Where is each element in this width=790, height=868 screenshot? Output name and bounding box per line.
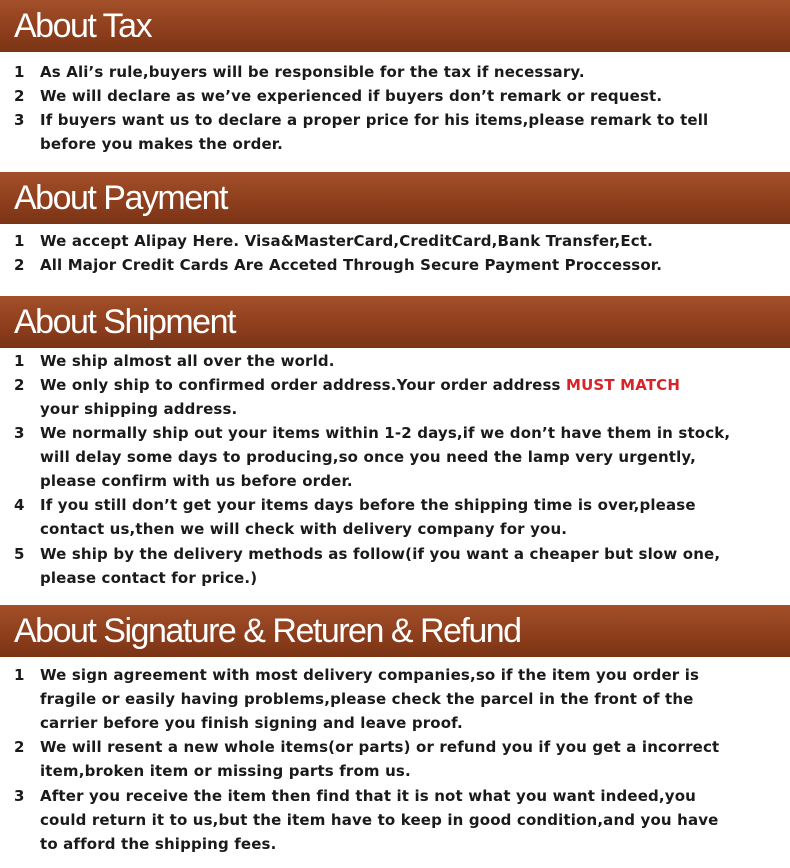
- list-item-tax-3: [14, 108, 708, 132]
- item-text: your shipping address.: [40, 400, 238, 418]
- list-item-shipment-4: [14, 493, 696, 517]
- list-item-shipment-2-cont: [14, 397, 237, 421]
- list-item-shipment-4-cont: [14, 517, 567, 541]
- list-item-refund-2-cont: [14, 759, 411, 783]
- section-title: About Payment: [14, 179, 227, 217]
- list-item-shipment-3-cont1: [14, 445, 696, 469]
- item-number: 3: [14, 787, 25, 805]
- item-text: After you receive the item then find that it is not what you want indeed,you: [40, 787, 696, 805]
- item-number: 2: [14, 376, 25, 394]
- item-text: As Ali’s rule,buyers will be responsible for the tax if necessary.: [40, 63, 585, 81]
- list-item-tax-3-cont: [14, 132, 283, 156]
- list-item-payment-2: [14, 253, 662, 277]
- item-text: If you still don’t get your items days before the shipping time is over,please: [40, 496, 696, 514]
- item-number: 1: [14, 63, 25, 81]
- item-text: We normally ship out your items within 1-2 days,if we don’t have them in stock,: [40, 424, 731, 442]
- item-text: We accept Alipay Here. Visa&MasterCard,CreditCard,Bank Transfer,Ect.: [40, 232, 653, 250]
- item-text: If buyers want us to declare a proper price for his items,please remark to tell: [40, 111, 709, 129]
- banner-about-tax: [0, 0, 790, 52]
- list-item-refund-3: [14, 784, 696, 808]
- list-item-refund-1-cont2: [14, 711, 463, 735]
- item-text: contact us,then we will check with delivery company for you.: [40, 520, 568, 538]
- list-item-shipment-3: [14, 421, 730, 445]
- item-number: 2: [14, 738, 25, 756]
- section-title: About Tax: [14, 7, 152, 45]
- list-item-shipment-2: [14, 373, 680, 397]
- item-text: to afford the shipping fees.: [40, 835, 277, 853]
- item-number: 5: [14, 545, 25, 563]
- list-item-refund-1: [14, 663, 699, 687]
- item-text: carrier before you finish signing and leave proof.: [40, 714, 463, 732]
- item-number: 2: [14, 256, 25, 274]
- item-number: 3: [14, 111, 25, 129]
- item-text: We will declare as we’ve experienced if buyers don’t remark or request.: [40, 87, 663, 105]
- item-text: All Major Credit Cards Are Acceted Through Secure Payment Proccessor.: [40, 256, 663, 274]
- list-item-shipment-1: [14, 349, 335, 373]
- item-number: 1: [14, 666, 25, 684]
- list-item-payment-1: [14, 229, 653, 253]
- item-text: We ship by the delivery methods as follow(if you want a cheaper but slow one,: [40, 545, 721, 563]
- item-text: please confirm with us before order.: [40, 472, 353, 490]
- list-item-shipment-5: [14, 542, 720, 566]
- item-text: will delay some days to producing,so once you need the lamp very urgently,: [40, 448, 697, 466]
- list-item-shipment-5-cont: [14, 566, 257, 590]
- section-title: About Shipment: [14, 303, 235, 341]
- item-number: 1: [14, 232, 25, 250]
- banner-about-payment: [0, 172, 790, 224]
- item-text: We will resent a new whole items(or parts) or refund you if you get a incorrect: [40, 738, 720, 756]
- must-match-highlight: MUST MATCH: [566, 376, 681, 394]
- list-item-refund-3-cont2: [14, 832, 276, 856]
- section-title: About Signature & Returen & Refund: [14, 612, 521, 650]
- item-text: fragile or easily having problems,please check the parcel in the front of the: [40, 690, 694, 708]
- banner-about-shipment: [0, 296, 790, 348]
- item-text: before you makes the order.: [40, 135, 284, 153]
- item-text: please contact for price.): [40, 569, 258, 587]
- item-number: 1: [14, 352, 25, 370]
- item-text: item,broken item or missing parts from us.: [40, 762, 411, 780]
- list-item-refund-3-cont1: [14, 808, 718, 832]
- list-item-tax-2: [14, 84, 662, 108]
- list-item-refund-2: [14, 735, 719, 759]
- item-number: 4: [14, 496, 25, 514]
- item-number: 2: [14, 87, 25, 105]
- list-item-shipment-3-cont2: [14, 469, 353, 493]
- banner-about-signature-refund: [0, 605, 790, 657]
- item-text: We only ship to confirmed order address.Your order address: [40, 376, 567, 394]
- item-text: We ship almost all over the world.: [40, 352, 335, 370]
- list-item-tax-1: [14, 60, 585, 84]
- item-text: could return it to us,but the item have to keep in good condition,and you have: [40, 811, 719, 829]
- item-number: 3: [14, 424, 25, 442]
- list-item-refund-1-cont1: [14, 687, 693, 711]
- item-text: We sign agreement with most delivery companies,so if the item you order is: [40, 666, 700, 684]
